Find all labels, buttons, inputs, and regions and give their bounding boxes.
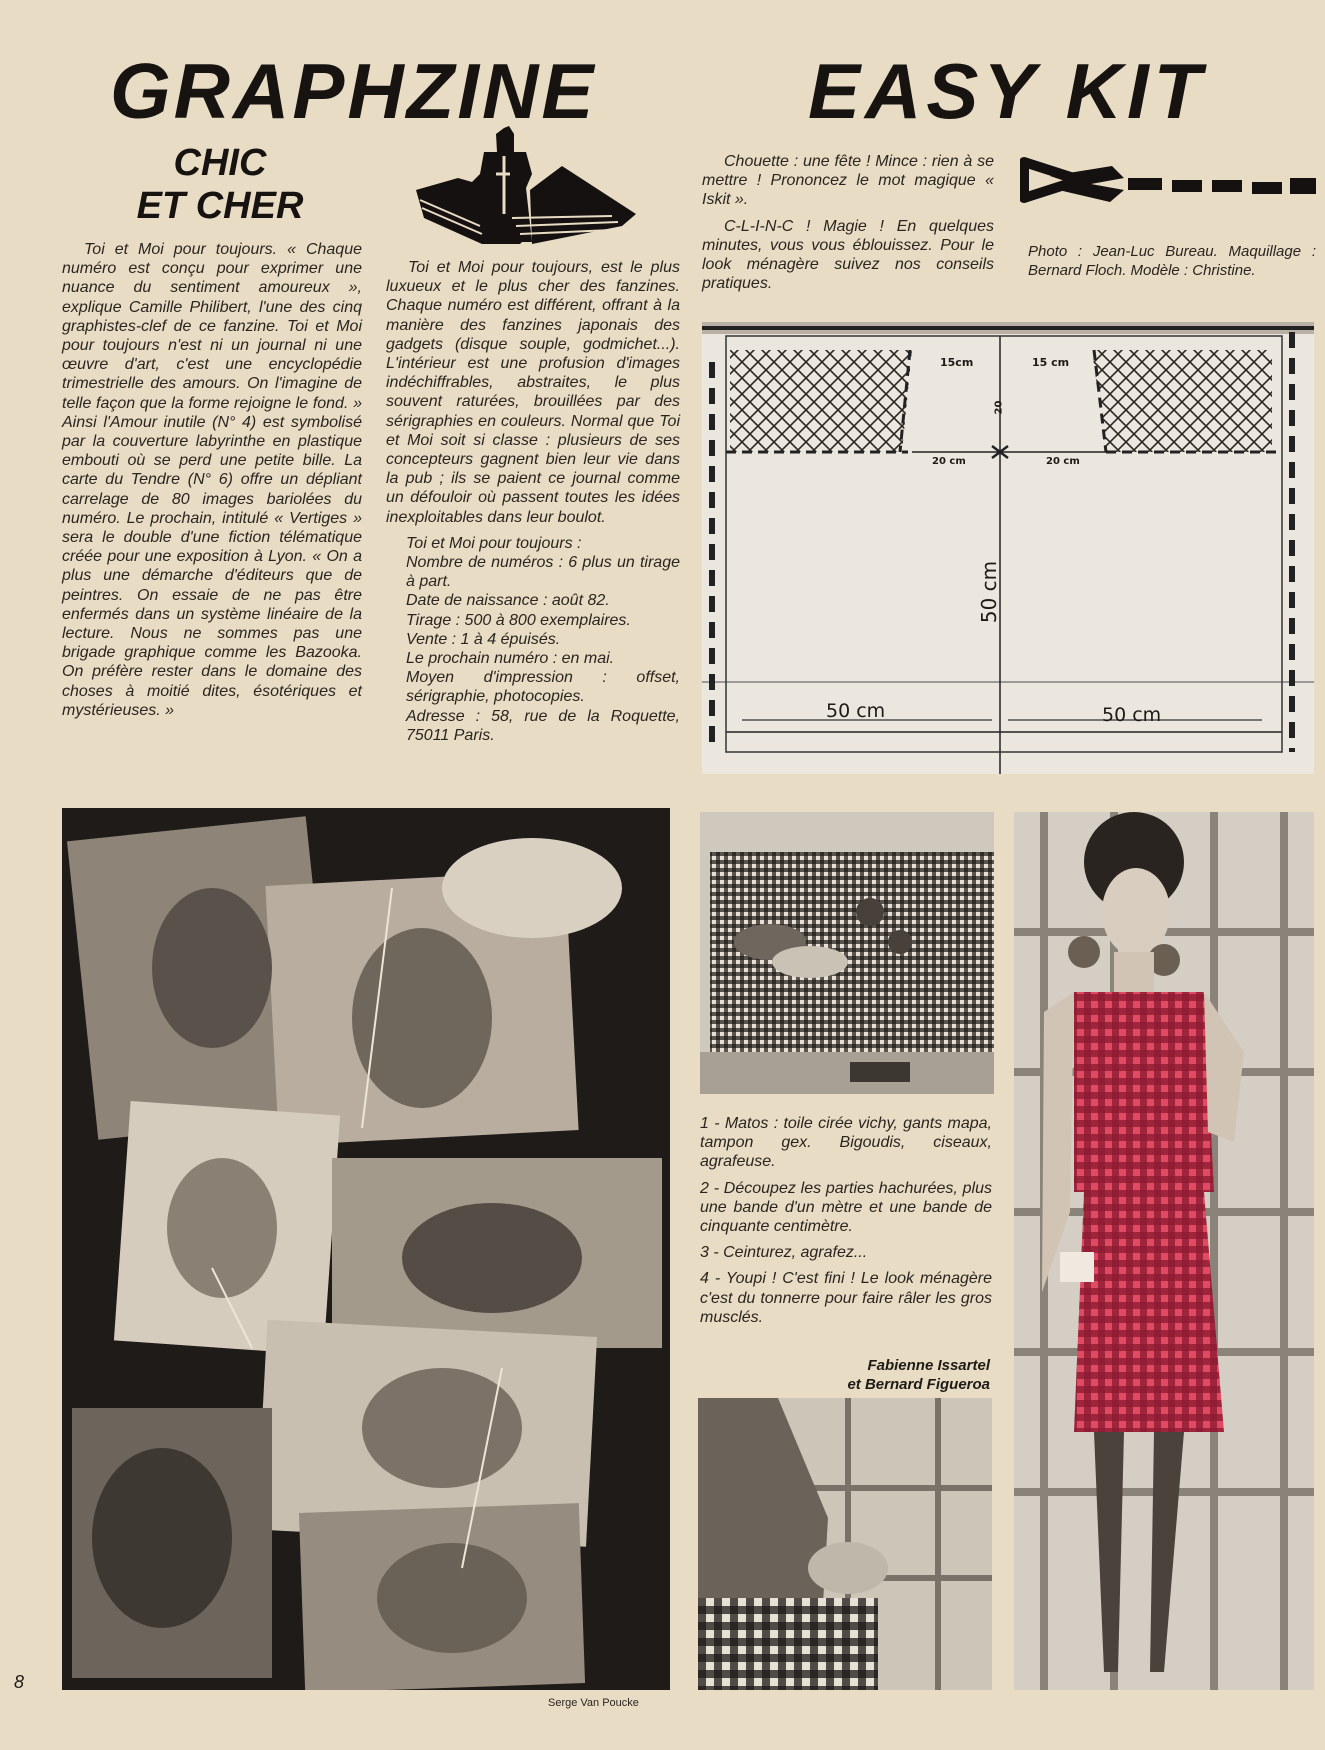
credits-text: Photo : Jean-Luc Bureau. Maquillage : Bernard Floch. Modèle : Christine. (1028, 243, 1316, 279)
graphzine-column-1 (62, 240, 362, 720)
folded-pages-icon (412, 126, 642, 248)
model-image (1014, 812, 1314, 1690)
fact-item: Nombre de numéros : 6 plus un tirage à part. (406, 554, 680, 591)
apron-detail-image (698, 1398, 992, 1690)
fact-item: Le prochain numéro : en mai. (406, 650, 615, 668)
diagram-label-bottom-left: 20 cm (932, 456, 966, 467)
graphzine-headline: GRAPHZINE (110, 47, 597, 135)
fact-item: Tirage : 500 à 800 exemplaires. (406, 611, 631, 629)
fact-item: Vente : 1 à 4 épuisés. (406, 630, 561, 648)
diagram-label-top-left: 15cm (940, 356, 974, 369)
diagram-drawing (702, 322, 1314, 774)
scissors-icon (1020, 150, 1316, 220)
diagram-label-base-right: 50 cm (1102, 704, 1162, 726)
facts-title: Toi et Moi pour toujours : (406, 534, 582, 552)
pattern-diagram (702, 322, 1314, 774)
subhead-line-1: CHIC (173, 142, 267, 184)
graphzine-subhead (110, 142, 330, 228)
page-number: 8 (14, 1672, 25, 1692)
collage-image (62, 808, 670, 1690)
graphzine-collage-photo (62, 808, 670, 1690)
diagram-label-mid-vert: 20 (993, 400, 1005, 415)
easykit-intro-1: Chouette : une fête ! Mince : rien à se mettre ! Prononcez le mot magique « Iskit ». (702, 153, 994, 209)
model-in-apron-photo (1014, 812, 1314, 1690)
easykit-credits (1028, 242, 1316, 280)
step-3: 3 - Ceinturez, agrafez... (700, 1244, 868, 1262)
diagram-label-center-vert: 50 cm (977, 560, 1002, 624)
byline-line-2: et Bernard Figueroa (847, 1376, 990, 1393)
fact-item: Adresse : 58, rue de la Roquette, 75011 Paris. (406, 707, 680, 744)
easykit-steps (700, 1114, 992, 1327)
byline-line-1: Fabienne Issartel (867, 1357, 990, 1374)
materials-image (700, 812, 994, 1094)
fact-item: Moyen d'impression : offset, sérigraphie, photocopies. (406, 669, 680, 706)
step-2: 2 - Découpez les parties hachurées, plus une bande d'un mètre et une bande de cinquante centimètre. (700, 1179, 992, 1236)
fact-item: Date de naissance : août 82. (406, 592, 610, 610)
graphzine-body-text: Toi et Moi pour toujours. « Chaque numéro est conçu pour exprimer une nuance du sentiment amoureux », explique Camille Philibert, l'une des cinq graphistes-clef de ce fanzine. Toi et Moi pour toujours n'est ni un journal ni une œuvre d'art, c'est une encyclopédie trimestrielle des amours. On l'imagine de telle façon que la forme rejoigne le fond. » Ainsi l'Amour inutile (N° 4) est symbolisé par la couverture labyrinthe en plastique embouti où se perd une petite bille. La carte du Tendre (N° 6) offre un dépliant carrelage de 80 images bariolées du numéro. Le prochain, intitulé « Vertiges » sera le double d'une fiction télématique créée pour une exposition à Lyon. « On a plus une démarche d'éditeurs que de peintres. On essaie de ne pas être enfermés dans un système linéaire de la lecture. Nous ne sommes pas une brigade graphique comme les Bazooka. On préfère rester dans le domaine des choses à moitié dites, ésotériques et mystérieuses. » (62, 241, 362, 719)
author-byline (760, 1356, 990, 1394)
materials-photo (700, 812, 994, 1094)
photo-credit: Serge Van Poucke (548, 1697, 639, 1709)
subhead-line-2: ET CHER (136, 185, 304, 227)
graphzine-intro-text: Toi et Moi pour toujours, est le plus luxueux et le plus cher des fanzines. Chaque numéro est différent, offrant à la manière des fanzines japonais des gadgets (disque souple, godmichet...). L'intérieur est une profusion d'images indéchiffrables, abstraites, le plus souvent raturées, brouillées par des sérigraphies en couleurs. Normal que Toi et Moi soit si classe : plusieurs de ses concepteurs gagnent bien leur vie dans la pub ; ils se paient ce journal comme un défouloir où passent toutes les idées inexploitables dans leur boulot. (386, 259, 680, 526)
apron-detail-photo (698, 1398, 992, 1690)
diagram-label-top-right: 15 cm (1032, 356, 1070, 369)
diagram-label-base-left: 50 cm (826, 700, 886, 722)
step-1: 1 - Matos : toile cirée vichy, gants mapa, tampon gex. Bigoudis, ciseaux, agrafeuse. (700, 1115, 992, 1171)
diagram-label-bottom-right: 20 cm (1046, 456, 1080, 467)
graphzine-column-2 (386, 258, 680, 745)
easykit-intro-2: C-L-I-N-C ! Magie ! En quelques minutes, vous vous éblouissez. Pour le look ménagère suivez nos conseils pratiques. (702, 217, 994, 293)
step-4: 4 - Youpi ! C'est fini ! Le look ménagère c'est du tonnerre pour faire râler les gros musclés. (700, 1270, 992, 1326)
easykit-headline: EASY KIT (808, 47, 1207, 135)
easykit-intro (702, 152, 994, 293)
